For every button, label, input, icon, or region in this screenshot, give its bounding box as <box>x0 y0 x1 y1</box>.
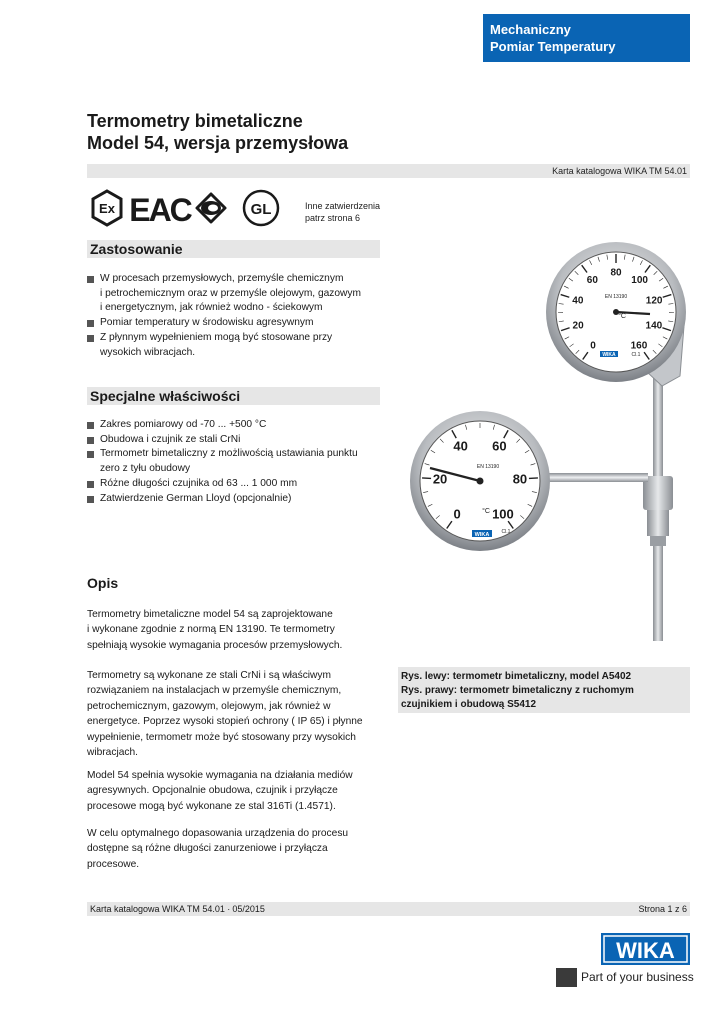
caption-line-3: czujnikiem i obudową S5412 <box>401 699 537 710</box>
bullet-icon <box>87 481 94 488</box>
footer-document-ref: Karta katalogowa WIKA TM 54.01 ∙ 05/2015 <box>90 904 265 914</box>
right-dial-class: Cl.1 <box>631 352 641 358</box>
right-dial-hub <box>613 309 619 315</box>
dial-tick-label: 60 <box>492 438 507 454</box>
page-title-line-1: Termometry bimetaliczne <box>87 111 303 131</box>
tagline-mark-icon <box>556 968 577 987</box>
caption-line-1: Rys. lewy: termometr bimetaliczny, model A5402 <box>401 671 632 682</box>
ex-icon <box>93 191 121 225</box>
tagline: Part of your business <box>581 970 694 984</box>
footer-page-number: Strona 1 z 6 <box>638 904 687 914</box>
bullet-icon <box>87 422 94 429</box>
left-dial-standard: EN 13190 <box>476 464 500 470</box>
application-heading: Zastosowanie <box>87 240 380 258</box>
right-dial-brand: WIKA <box>602 352 616 358</box>
dial-tick-label: 0 <box>590 340 596 352</box>
page-title <box>87 110 348 154</box>
left-dial-unit: °C <box>482 508 490 515</box>
description-paragraph-3: Model 54 spełnia wysokie wymagania na działania mediów agresywnych. Opcjonalnie obudowa, czujnik i przyłącze procesowe mogą być wykonane ze stal 316Ti (1.4571). <box>87 770 353 812</box>
dial-tick-label: 20 <box>572 320 584 332</box>
caption-line-2: Rys. prawy: termometr bimetaliczny z ruchomym <box>401 685 634 696</box>
list-item: Zatwierdzenie German Lloyd (opcjonalnie) <box>87 492 358 507</box>
dial-tick-label: 120 <box>645 295 663 307</box>
bullet-icon <box>87 335 94 342</box>
dial-tick-label: 40 <box>572 295 584 307</box>
left-dial-class: Cl.1 <box>501 529 511 535</box>
dial-tick-label: 20 <box>432 471 448 487</box>
left-dial-hub <box>477 478 484 485</box>
left-thermometer <box>410 411 648 551</box>
dial-tick-label: 100 <box>492 506 514 522</box>
page-title-line-2: Model 54, wersja przemysłowa <box>87 133 349 153</box>
dial-tick-label: 80 <box>512 471 528 487</box>
figure-caption <box>398 667 690 713</box>
list-item: Obudowa i czujnik ze stali CrNi <box>87 433 358 448</box>
dial-tick-label: 0 <box>453 506 461 522</box>
dial-tick-label: 160 <box>630 340 648 352</box>
dial-tick-label: 100 <box>631 275 648 287</box>
eac-icon-text: EAC <box>129 192 191 228</box>
application-list <box>87 272 361 360</box>
ex-icon-text: Ex <box>99 201 115 216</box>
wika-logo-text: WIKA <box>616 938 675 963</box>
dial-tick-label: 60 <box>586 275 598 287</box>
description-paragraph-4: W celu optymalnego dopasowania urządzenia do procesu dostępne są różne długości zanurzeniowe i przyłącza procesowe. <box>87 828 349 870</box>
approvals-note <box>305 200 380 224</box>
features-list <box>87 418 358 506</box>
list-item: Pomiar temperatury w środowisku agresywnym <box>87 316 361 331</box>
list-item: W procesach przemysłowych, przemyśle chemicznym i petrochemicznym oraz w przemyśle olejowym, gazowym i energetycznym, jak również wodno - ściekowym <box>87 272 361 316</box>
bullet-icon <box>87 496 94 503</box>
approvals-note-line-2: patrz strona 6 <box>305 213 361 223</box>
right-dial-standard: EN 13190 <box>604 294 628 300</box>
approval-icons <box>87 187 287 231</box>
list-item: Termometr bimetaliczny z możliwością ustawiania punktu zero z tyłu obudowy <box>87 447 358 476</box>
features-heading: Specjalne właściwości <box>87 387 380 405</box>
bullet-icon <box>87 451 94 458</box>
list-item: Zakres pomiarowy od -70 ... +500 °C <box>87 418 358 433</box>
category-line-1: Mechaniczny <box>490 22 571 37</box>
datasheet-reference: Karta katalogowa WIKA TM 54.01 <box>552 166 687 176</box>
left-dial-brand: WIKA <box>474 532 490 538</box>
bullet-icon <box>87 437 94 444</box>
right-thermometer <box>546 242 686 641</box>
description-paragraph-2: Termometry są wykonane ze stali CrNi i są właściwym rozwiązaniem na instalacjach w przemyśle chemicznym, petrochemicznym, gazowym, olejowym, jak również w energetyce. Poprzez wysoki stopień ochrony ( IP 65) i płynne wypełnienie, termometr może być stosowany przy wysokich wibracjach. <box>87 670 363 759</box>
bullet-icon <box>87 320 94 327</box>
eac-icon <box>129 192 192 228</box>
category-box <box>483 14 690 62</box>
dial-tick-label: 40 <box>453 438 468 454</box>
bullet-icon <box>87 276 94 283</box>
gl-icon <box>244 191 278 225</box>
list-item: Różne długości czujnika od 63 ... 1 000 mm <box>87 477 358 492</box>
right-dial-unit: °C <box>618 313 626 320</box>
list-item: Z płynnym wypełnieniem mogą być stosowane przy wysokich wibracjach. <box>87 331 361 360</box>
dial-tick-label: 140 <box>645 320 663 332</box>
gost-icon <box>197 194 225 222</box>
approvals-note-line-1: Inne zatwierdzenia <box>305 201 381 211</box>
category-line-2: Pomiar Temperatury <box>490 39 616 54</box>
gl-icon-text: GL <box>250 201 272 218</box>
product-photo <box>398 236 698 656</box>
description-paragraph-1: Termometry bimetaliczne model 54 są zaprojektowane i wykonane zgodnie z normą EN 13190. Te termometry spełniają wysokie wymagania procesów przemysłowych. <box>87 609 343 651</box>
dial-tick-label: 80 <box>610 267 622 279</box>
wika-logo <box>601 933 690 965</box>
description-heading: Opis <box>87 575 119 591</box>
